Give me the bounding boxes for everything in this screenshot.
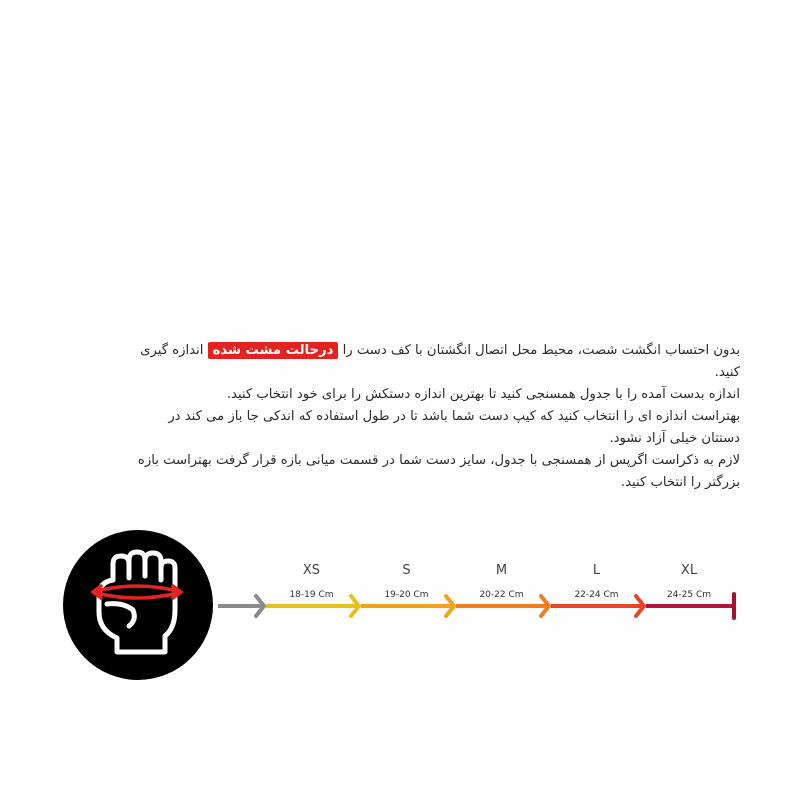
instruction-line-7: بزرگتر را انتخاب کنید. [620, 475, 740, 490]
range-label-xs: 18-19 Cm [289, 590, 334, 600]
scale-labels [289, 563, 711, 600]
size-label-m: M [495, 563, 508, 578]
instruction-line-4: بهتراست اندازه ای را انتخاب کنید که کیپ دست شما باشد تا در طول استفاده که اندکی جا باز می کند در [168, 409, 740, 424]
instruction-line-5: دستتان خیلی آزاد نشود. [609, 431, 740, 446]
instruction-line-6: لازم به ذکراست اگرپس از همسنجی با جدول، سایز دست شما در قسمت میانی بازه قرار گرفت بهتراست بازه [137, 453, 740, 468]
size-label-xs: XS [302, 563, 321, 578]
instruction-line-1-start: بدون احتساب انگشت شصت، محیط محل اتصال انگشتان با کف دست را [342, 343, 740, 358]
size-label-s: S [402, 563, 411, 578]
instruction-line-1-end: اندازه گیری [140, 343, 204, 358]
fist-position-highlight: درحالت مشت شده [208, 342, 339, 359]
size-label-l: L [592, 563, 601, 578]
instruction-line-2: کنید. [714, 365, 740, 380]
range-label-s: 19-20 Cm [384, 590, 429, 600]
range-label-m: 20-22 Cm [479, 590, 524, 600]
size-label-xl: XL [680, 563, 698, 578]
range-label-xl: 24-25 Cm [666, 590, 712, 600]
instruction-line-3: اندازه بدست آمده را با جدول همسنجی کنید تا بهترین اندازه دستکش را برای خود انتخاب کنید. [226, 387, 740, 402]
range-label-l: 22-24 Cm [574, 590, 619, 600]
